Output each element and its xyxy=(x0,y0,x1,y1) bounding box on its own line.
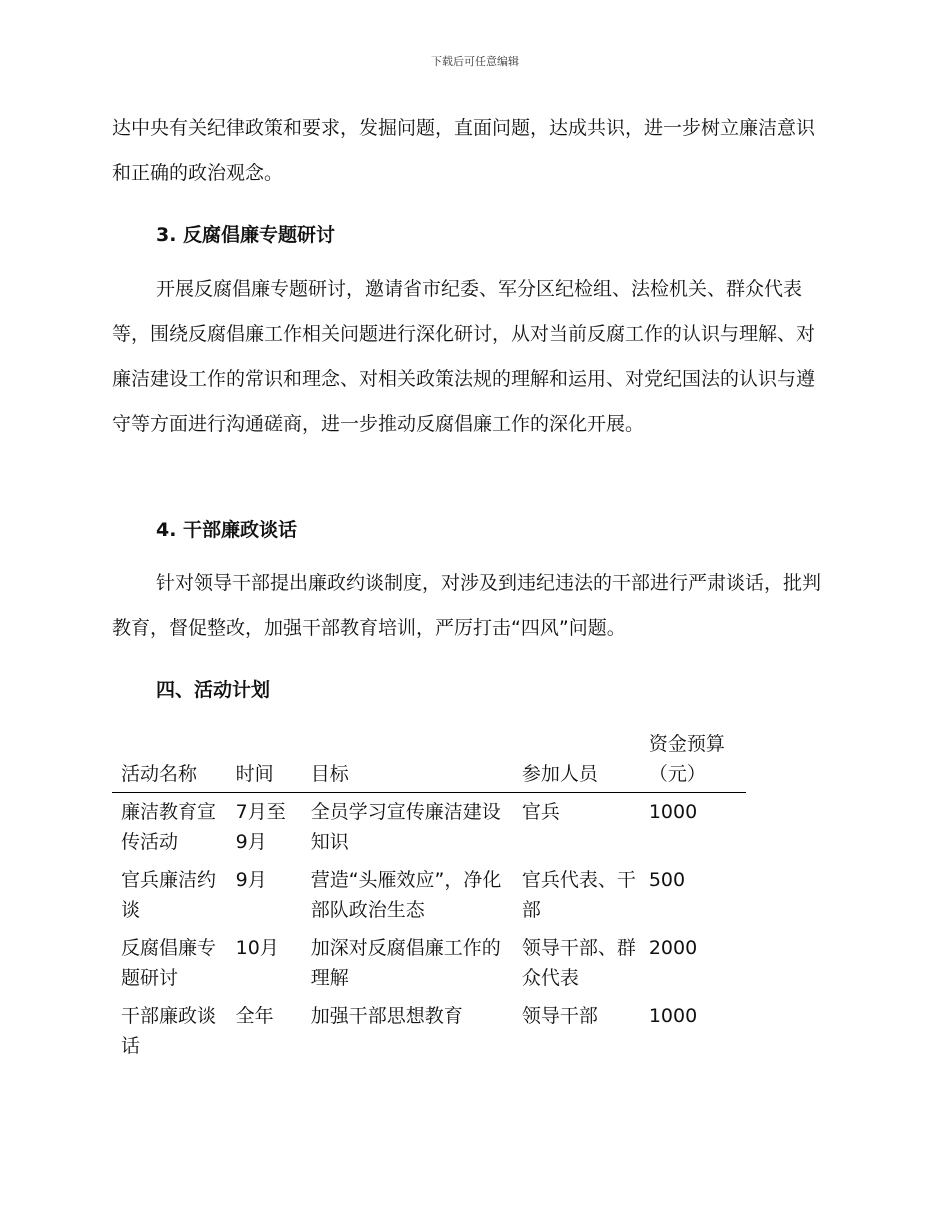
activity-plan-table xyxy=(112,729,746,1065)
section-heading-4: 4. 干部廉政谈话 xyxy=(156,519,298,541)
cell-budget: 1000 xyxy=(648,1005,698,1027)
section-heading-3: 3. 反腐倡廉专题研讨 xyxy=(156,224,336,246)
cell-participants: 官兵代表、干部 xyxy=(521,869,636,921)
paragraph-continuation: 达中央有关纪律政策和要求，发掘问题，直面问题，达成共识，进一步树立廉洁意识和正确的政治观念。 xyxy=(112,117,816,184)
table-row xyxy=(112,861,746,929)
cell-goal: 加深对反腐倡廉工作的理解 xyxy=(310,937,501,989)
cell-goal: 加强干部思想教育 xyxy=(310,1005,463,1027)
cell-budget: 2000 xyxy=(648,937,698,959)
cell-activity: 官兵廉洁约谈 xyxy=(121,869,217,921)
cell-participants: 领导干部、群众代表 xyxy=(521,937,636,989)
page-header: 下载后可任意编辑 xyxy=(431,55,519,68)
col-header-participants: 参加人员 xyxy=(521,763,598,785)
cell-time: 9月 xyxy=(235,869,267,891)
paragraph-talks: 针对领导干部提出廉政约谈制度，对涉及到违纪违法的干部进行严肃谈话，批判教育，督促整改，加强干部教育培训，严厉打击“四风”问题。 xyxy=(112,572,822,639)
cell-budget: 500 xyxy=(648,869,686,891)
col-header-goal: 目标 xyxy=(310,763,349,785)
table-row xyxy=(112,793,746,862)
col-header-activity: 活动名称 xyxy=(121,763,198,785)
cell-participants: 官兵 xyxy=(521,801,560,823)
table-row xyxy=(112,997,746,1065)
cell-time: 全年 xyxy=(235,1005,274,1027)
col-header-time: 时间 xyxy=(235,763,274,785)
cell-activity: 干部廉政谈话 xyxy=(121,1005,217,1057)
cell-time: 10月 xyxy=(235,937,279,959)
col-header-budget: 资金预算（元） xyxy=(648,733,725,785)
section-heading-plan: 四、活动计划 xyxy=(156,679,271,701)
cell-activity: 反腐倡廉专题研讨 xyxy=(121,937,217,989)
cell-time: 7月至9月 xyxy=(235,801,286,853)
cell-participants: 领导干部 xyxy=(521,1005,598,1027)
cell-goal: 营造“头雁效应”，净化部队政治生态 xyxy=(310,869,502,921)
cell-goal: 全员学习宣传廉洁建设知识 xyxy=(310,801,501,853)
table-header-row xyxy=(112,729,746,793)
table-row xyxy=(112,929,746,997)
cell-activity: 廉洁教育宣传活动 xyxy=(121,801,217,853)
paragraph-seminar: 开展反腐倡廉专题研讨，邀请省市纪委、军分区纪检组、法检机关、群众代表等，围绕反腐倡廉工作相关问题进行深化研讨，从对当前反腐工作的认识与理解、对廉洁建设工作的常识和理念、对相关政策法规的理解和运用、对党纪国法的认识与遵守等方面进行沟通磋商，进一步推动反腐倡廉工作的深化开展。 xyxy=(112,278,816,435)
cell-budget: 1000 xyxy=(648,801,698,823)
